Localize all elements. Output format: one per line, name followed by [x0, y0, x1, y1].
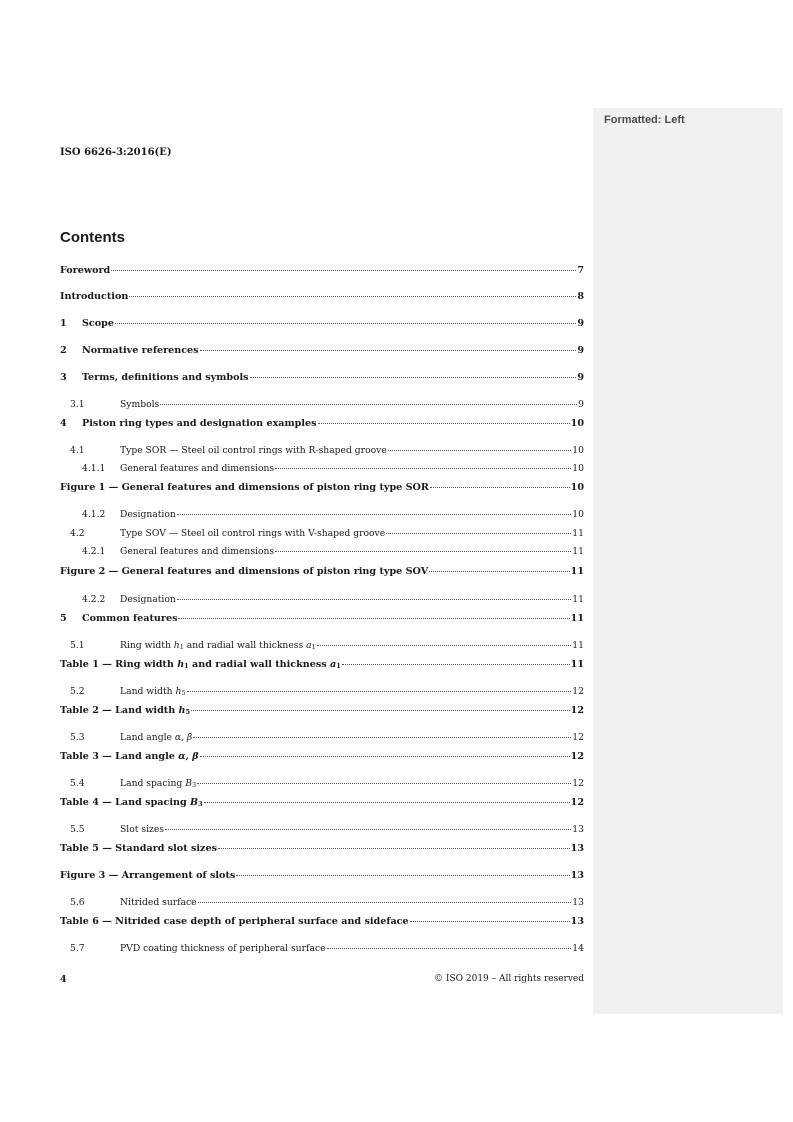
toc-title: Type SOV — Steel oil control rings with V-shaped groove	[120, 528, 386, 539]
toc-leader	[275, 551, 571, 552]
toc-leader	[236, 875, 569, 876]
toc-title: Common features	[82, 613, 178, 624]
toc-number: 5.4	[70, 778, 85, 789]
toc-page: 9	[577, 318, 584, 329]
toc-leader	[317, 645, 572, 646]
toc-title: General features and dimensions	[120, 463, 275, 474]
toc-entry-introduction[interactable]	[60, 291, 584, 302]
toc-page: 12	[570, 797, 584, 808]
toc-entry-sor-designation[interactable]	[60, 509, 584, 520]
toc-page: 13	[572, 897, 584, 908]
comment-pane	[593, 108, 783, 1014]
toc-title: Terms, definitions and symbols	[82, 372, 249, 383]
toc-number: 4.1	[70, 445, 85, 456]
toc-page: 11	[570, 613, 584, 624]
toc-page: 13	[570, 870, 584, 881]
toc-number: 5.2	[70, 686, 85, 697]
footer-page-number: 4	[60, 974, 67, 985]
toc-page: 12	[570, 705, 584, 716]
toc-leader	[165, 829, 571, 830]
toc-title: Table 5 — Standard slot sizes	[60, 843, 217, 854]
toc-leader	[178, 618, 569, 619]
toc-entry-ring-width[interactable]	[60, 640, 584, 651]
comment-label: Formatted: Left	[604, 114, 685, 126]
toc-title: Figure 1 — General features and dimensions of piston ring type SOR	[60, 482, 429, 493]
toc-leader	[275, 468, 571, 469]
toc-entry-table-4[interactable]	[60, 797, 584, 808]
toc-page: 11	[570, 659, 584, 670]
toc-entry-scope[interactable]	[60, 318, 584, 329]
toc-leader	[111, 270, 576, 271]
toc-title: Slot sizes	[120, 824, 165, 835]
toc-title: Table 1 — Ring width $h_1$ and radial wall thickness $a_1$	[60, 659, 341, 670]
toc-leader	[129, 296, 576, 297]
toc-number: 5.7	[70, 943, 85, 954]
toc-entry-figure-1[interactable]	[60, 482, 584, 493]
toc-page: 13	[570, 843, 584, 854]
toc-leader	[177, 514, 571, 515]
toc-number: 5	[60, 613, 67, 624]
toc-leader	[204, 802, 570, 803]
toc-number: 3.1	[70, 399, 85, 410]
toc-entry-sov-designation[interactable]	[60, 594, 584, 605]
toc-title: Piston ring types and designation examples	[82, 418, 317, 429]
toc-leader	[430, 487, 570, 488]
toc-number: 5.5	[70, 824, 85, 835]
toc-title: PVD coating thickness of peripheral surface	[120, 943, 326, 954]
toc-number: 3	[60, 372, 67, 383]
toc-number: 4.1.2	[82, 509, 106, 520]
toc-title: Land width $h_5$	[120, 686, 186, 697]
toc-page: 13	[570, 916, 584, 927]
toc-entry-table-5[interactable]	[60, 843, 584, 854]
toc-page: 9	[577, 372, 584, 383]
toc-title: Normative references	[82, 345, 199, 356]
toc-entry-figure-3[interactable]	[60, 870, 584, 881]
toc-entry-piston-ring-types[interactable]	[60, 418, 584, 429]
toc-page: 13	[572, 824, 584, 835]
toc-leader	[250, 377, 577, 378]
toc-page: 10	[572, 445, 584, 456]
toc-entry-sov-general-features[interactable]	[60, 546, 584, 557]
toc-title: Ring width $h_1$ and radial wall thickness $a_1$	[120, 640, 316, 651]
toc-page: 10	[570, 418, 584, 429]
toc-leader	[218, 848, 570, 849]
toc-entry-type-sov[interactable]	[60, 528, 584, 539]
toc-entry-terms[interactable]	[60, 372, 584, 383]
toc-entry-foreword[interactable]	[60, 265, 584, 276]
toc-page: 9	[577, 345, 584, 356]
toc-page: 12	[572, 778, 584, 789]
toc-page: 11	[572, 528, 584, 539]
toc-entry-table-3[interactable]	[60, 751, 584, 762]
toc-entry-land-width[interactable]	[60, 686, 584, 697]
toc-title: Designation	[120, 509, 176, 520]
toc-page: 12	[570, 751, 584, 762]
toc-page: 10	[572, 463, 584, 474]
toc-page: 14	[572, 943, 584, 954]
toc-page: 10	[572, 509, 584, 520]
toc-number: 5.1	[70, 640, 85, 651]
toc-entry-land-angle[interactable]	[60, 732, 584, 743]
toc-leader	[318, 423, 570, 424]
toc-leader	[198, 902, 572, 903]
toc-title: Table 4 — Land spacing $B_3$	[60, 797, 203, 808]
toc-title: Land angle α, β	[120, 732, 193, 743]
toc-number: 4	[60, 418, 67, 429]
toc-page: 7	[577, 265, 584, 276]
toc-leader	[197, 783, 571, 784]
contents-title: Contents	[60, 229, 125, 246]
toc-page: 10	[570, 482, 584, 493]
toc-title: Table 6 — Nitrided case depth of peripheral surface and sideface	[60, 916, 409, 927]
toc-entry-pvd-coating[interactable]	[60, 943, 584, 954]
toc-entry-type-sor[interactable]	[60, 445, 584, 456]
toc-page: 11	[572, 594, 584, 605]
toc-entry-symbols[interactable]	[60, 399, 584, 410]
toc-page: 11	[572, 640, 584, 651]
toc-title: Table 3 — Land angle α, β	[60, 751, 199, 762]
toc-page: 9	[578, 399, 584, 410]
toc-title: Table 2 — Land width $h_5$	[60, 705, 191, 716]
toc-leader	[388, 450, 572, 451]
toc-leader	[410, 921, 570, 922]
toc-page: 12	[572, 732, 584, 743]
toc-leader	[342, 664, 570, 665]
footer-copyright: © ISO 2019 – All rights reserved	[434, 974, 584, 984]
toc-entry-normative-references[interactable]	[60, 345, 584, 356]
toc-title: Scope	[82, 318, 114, 329]
toc-entry-land-spacing[interactable]	[60, 778, 584, 789]
toc-entry-slot-sizes[interactable]	[60, 824, 584, 835]
toc-title: Symbols	[120, 399, 160, 410]
toc-leader	[177, 599, 571, 600]
toc-number: 4.2.1	[82, 546, 106, 557]
toc-entry-sor-general-features[interactable]	[60, 463, 584, 474]
toc-entry-table-6[interactable]	[60, 916, 584, 927]
toc-page: 11	[570, 566, 584, 577]
toc-entry-common-features[interactable]	[60, 613, 584, 624]
toc-leader	[327, 948, 572, 949]
toc-entry-figure-2[interactable]	[60, 566, 584, 577]
toc-leader	[200, 350, 577, 351]
document-id: ISO 6626-3:2016(E)	[60, 147, 172, 158]
toc-title: Introduction	[60, 291, 129, 302]
toc-entry-table-2[interactable]	[60, 705, 584, 716]
toc-number: 1	[60, 318, 67, 329]
toc-number: 2	[60, 345, 67, 356]
toc-title: Designation	[120, 594, 176, 605]
toc-leader	[187, 691, 572, 692]
toc-page: 8	[577, 291, 584, 302]
toc-title: General features and dimensions	[120, 546, 275, 557]
toc-title: Land spacing $B_3$	[120, 778, 197, 789]
toc-page: 11	[572, 546, 584, 557]
toc-title: Type SOR — Steel oil control rings with R-shaped groove	[120, 445, 387, 456]
toc-number: 4.2	[70, 528, 85, 539]
toc-leader	[160, 404, 577, 405]
toc-number: 5.3	[70, 732, 85, 743]
toc-leader	[193, 737, 571, 738]
toc-number: 4.2.2	[82, 594, 106, 605]
toc-page: 12	[572, 686, 584, 697]
toc-title: Figure 3 — Arrangement of slots	[60, 870, 236, 881]
toc-number: 4.1.1	[82, 463, 106, 474]
toc-title: Figure 2 — General features and dimensions of piston ring type SOV	[60, 566, 429, 577]
toc-leader	[191, 710, 570, 711]
toc-title: Nitrided surface	[120, 897, 197, 908]
toc-entry-table-1[interactable]	[60, 659, 584, 670]
toc-entry-nitrided-surface[interactable]	[60, 897, 584, 908]
toc-leader	[200, 756, 570, 757]
toc-leader	[386, 533, 571, 534]
toc-number: 5.6	[70, 897, 85, 908]
toc-leader	[429, 571, 569, 572]
toc-title: Foreword	[60, 265, 111, 276]
toc-leader	[115, 323, 576, 324]
